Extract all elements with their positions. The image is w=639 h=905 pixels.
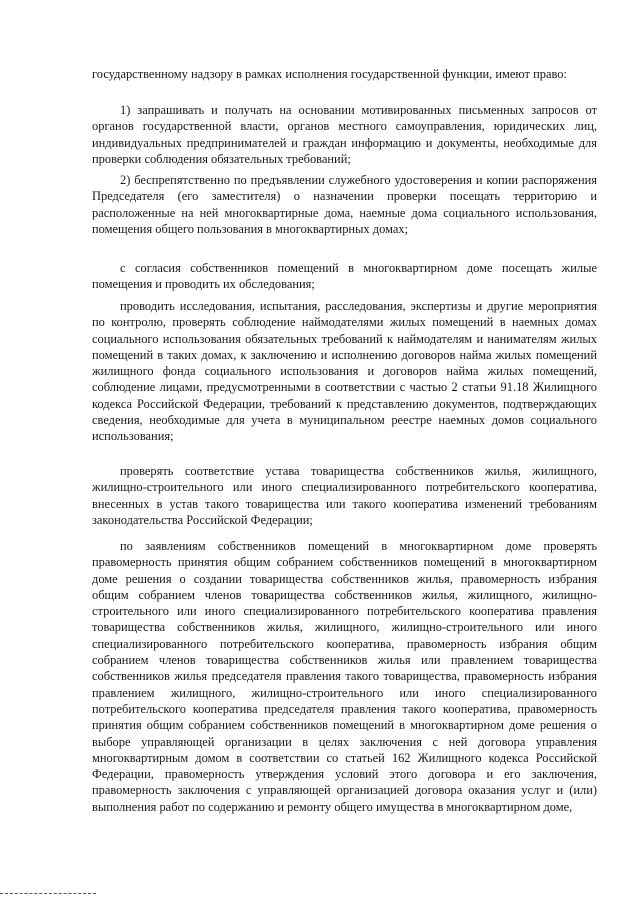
footnote-separator bbox=[0, 893, 96, 894]
paragraph-owner-requests bbox=[92, 538, 597, 815]
paragraph-text: 2) беспрепятственно по предъявлении служебного удостоверения и копии распоряжения Председателя (его заместителя) о назначении проверки посещать территорию и расположенные на ней многоквартирные дома, наемные дома социального использования, помещения общего пользования в многоквартирных домах; bbox=[92, 173, 597, 236]
paragraph-text: проводить исследования, испытания, расследования, экспертизы и другие мероприятия по контролю, проверять соблюдение наймодателями жилых помещений в наемных домах социального использования обязательных требований к наймодателям и нанимателям жилых помещений в таких домах, к заключению и исполнению договоров найма жилых помещений жилищного фонда социального использования и договоров найма жилых помещений, соблюдение лицами, предусмотренными в соответствии с частью 2 статьи 91.18 Жилищного кодекса Российской Федерации, требований к представлению документов, подтверждающих сведения, необходимые для учета в муниципальном реестре наемных домов социального использования; bbox=[92, 299, 597, 444]
paragraph-text: с согласия собственников помещений в многоквартирном доме посещать жилые помещения и проводить их обследования; bbox=[92, 261, 597, 292]
paragraph-text: по заявлениям собственников помещений в многоквартирном доме проверять правомерность принятия общим собранием собственников помещений в многоквартирном доме решения о создании товарищества собственников жилья, правомерность избрания общим собранием членов товарищества собственников жилья, жилищного, жилищно-строительного или иного специализированного потребительского кооператива правления товарищества собственников жилья, жилищного, жилищно-строительного или иного специализированного потребительского кооператива, правомерность избрания общим собранием членов товарищества собственников жилья или правлением товарищества собственников жилья председателя правления такого товарищества, правомерность избрания правлением жилищного, жилищно-строительного или иного специализированного потребительского кооператива председателя правления такого кооператива, правомерность принятия общим собранием собственников помещений в многоквартирном доме решения о выборе управляющей организации в целях заключения с ней договора управления многоквартирным домом в соответствии со статьей 162 Жилищного кодекса Российской Федерации, правомерность утверждения условий этого договора и его заключения, правомерность заключения с управляющей организацией договора оказания услуг и (или) выполнения работ по содержанию и ремонту общего имущества в многоквартирном доме, bbox=[92, 539, 597, 814]
paragraph-item-2 bbox=[92, 172, 597, 237]
paragraph-consent bbox=[92, 260, 597, 293]
paragraph-continuation bbox=[92, 66, 597, 82]
paragraph-inspections bbox=[92, 298, 597, 445]
paragraph-text: проверять соответствие устава товарищества собственников жилья, жилищного, жилищно-строительного или иного специализированного потребительского кооператива, внесенных в устав такого товарищества или такого кооператива изменений требованиям законодательства Российской Федерации; bbox=[92, 464, 597, 527]
paragraph-item-1 bbox=[92, 102, 597, 167]
paragraph-text: государственному надзору в рамках исполнения государственной функции, имеют право: bbox=[92, 67, 567, 81]
paragraph-charter-check bbox=[92, 463, 597, 528]
paragraph-text: 1) запрашивать и получать на основании мотивированных письменных запросов от органов государственной власти, органов местного самоуправления, юридических лиц, индивидуальных предпринимателей и граждан информацию и документы, необходимые для проверки соблюдения обязательных требований; bbox=[92, 103, 597, 166]
